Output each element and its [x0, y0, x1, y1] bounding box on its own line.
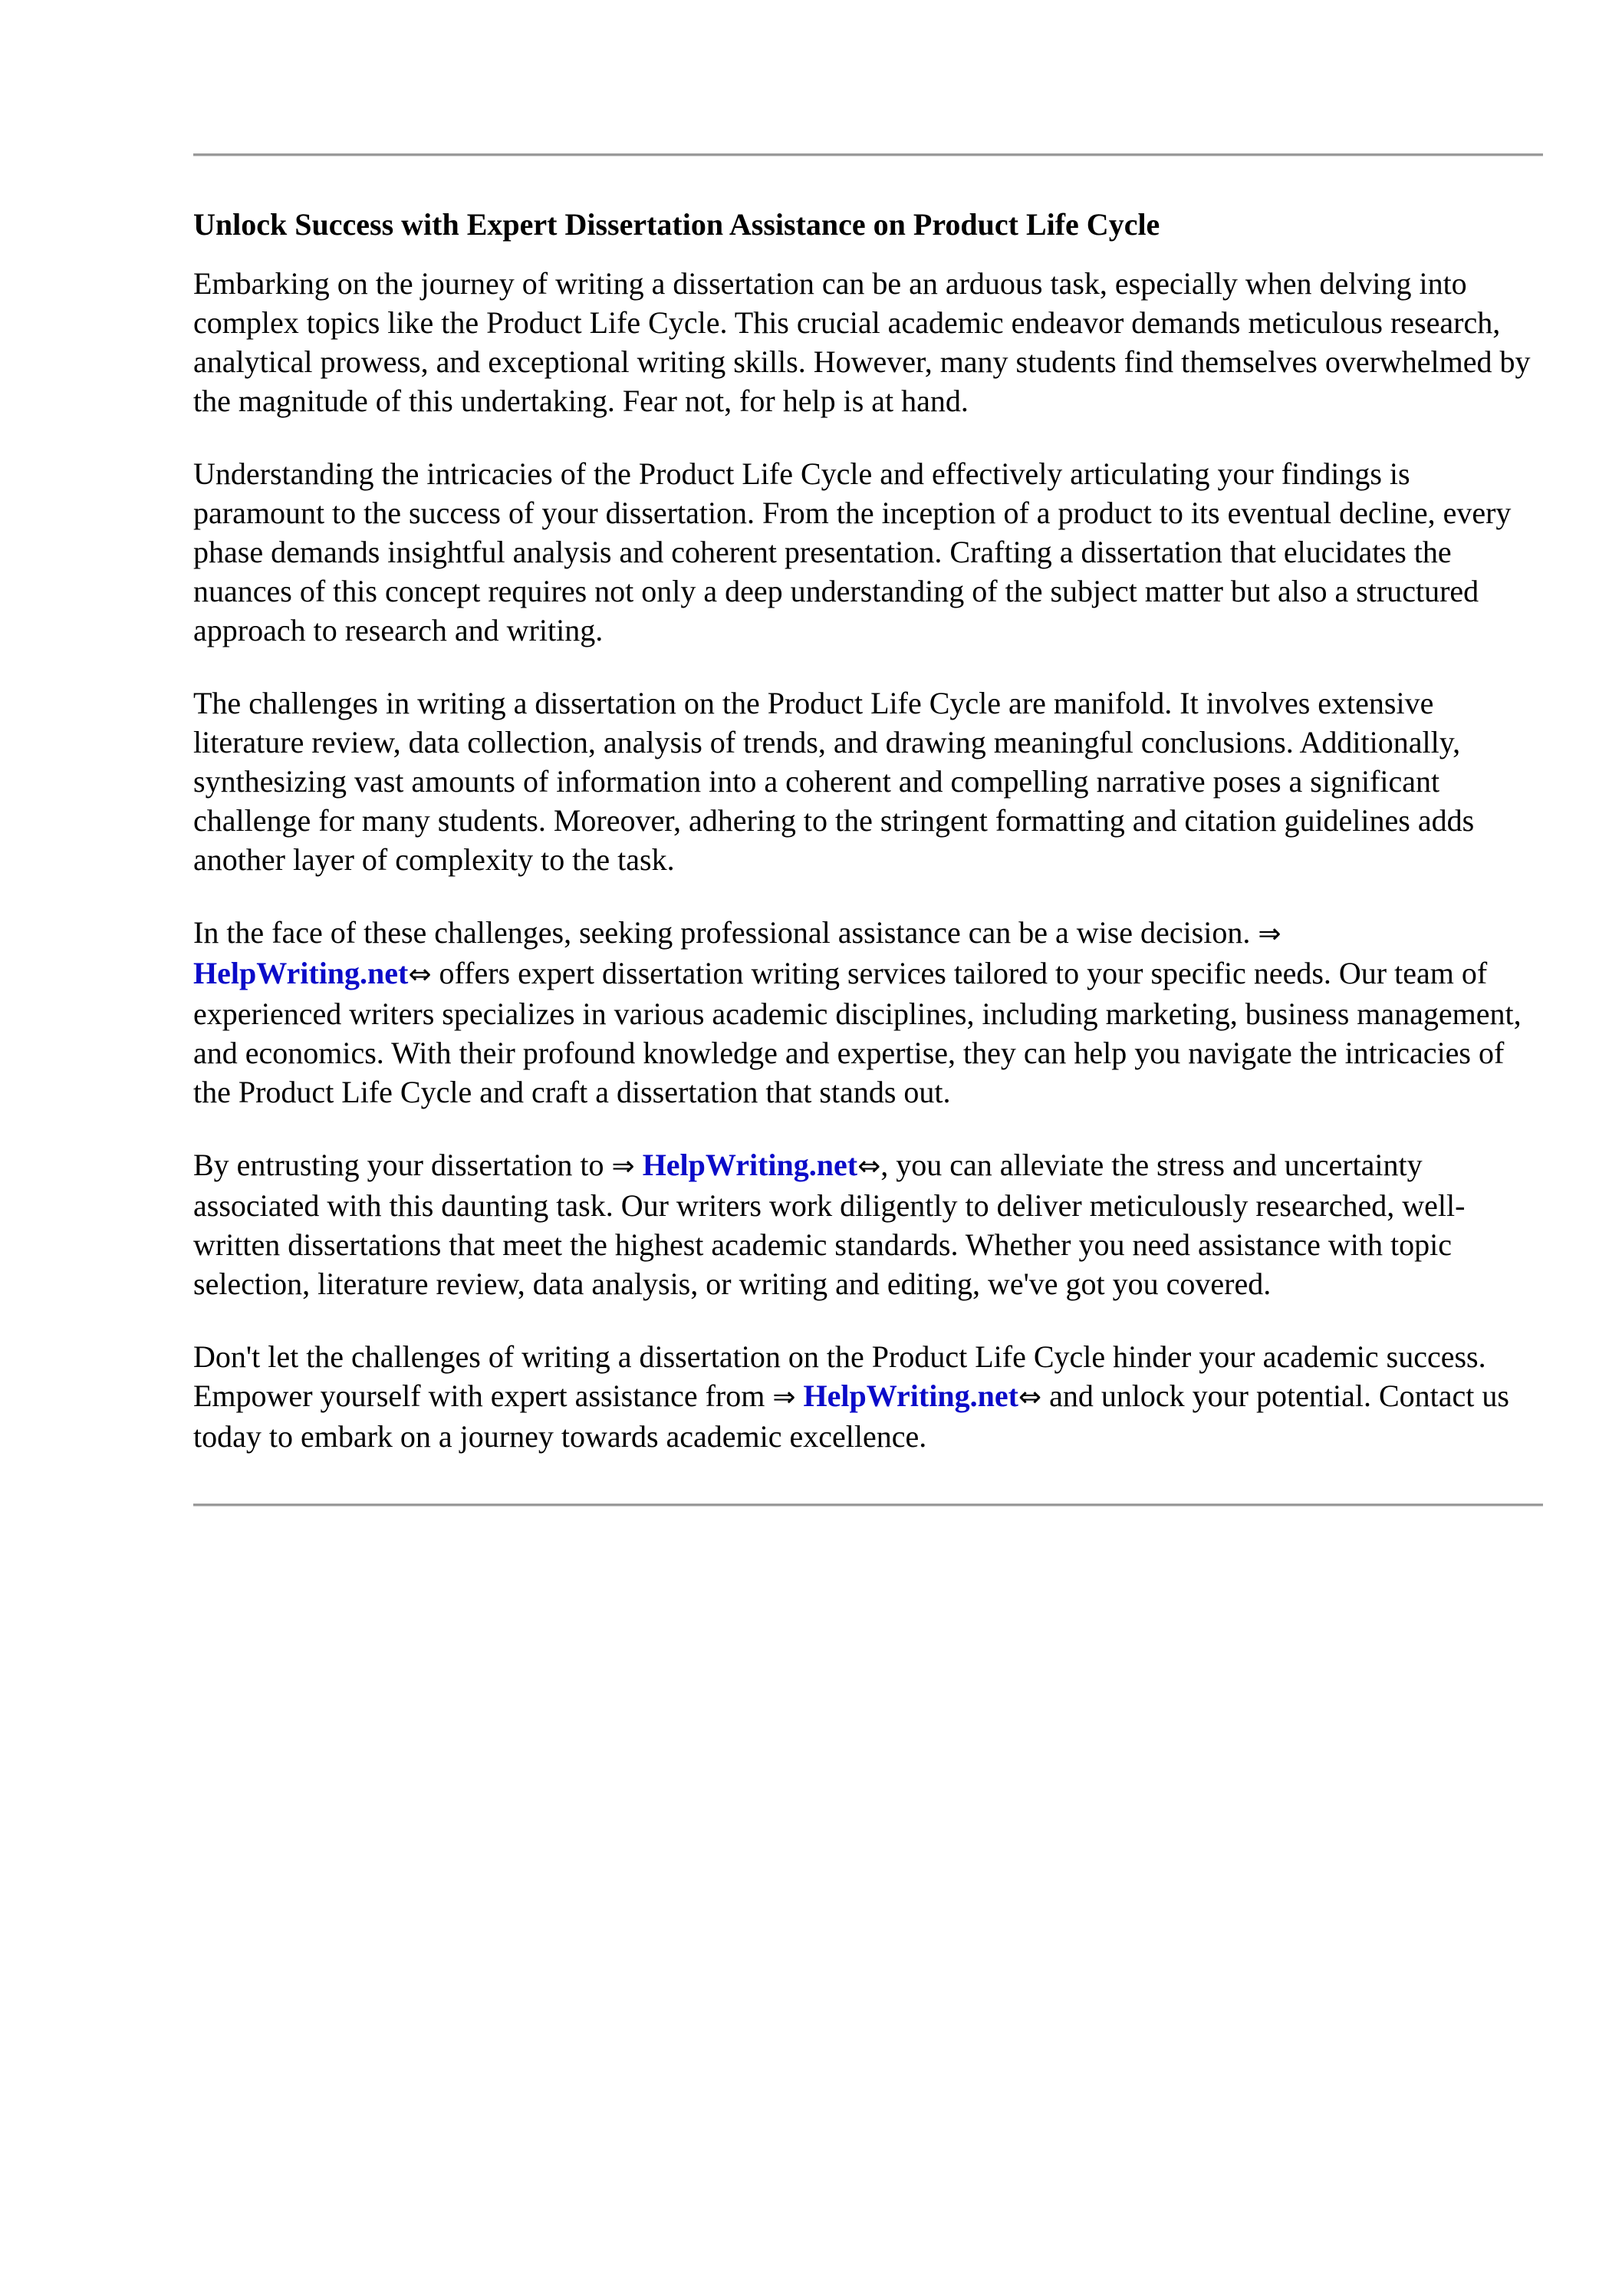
double-arrow-icon: ⇔ — [408, 959, 432, 990]
paragraph-intro: Embarking on the journey of writing a dissertation can be an arduous task, especially when delving into complex topics like the Product Life Cycle. This crucial academic endeavor demands meticulous research, analytical prowess, and exceptional writing skills. However, many students find themselves overwhelmed by the magnitude of this undertaking. Fear not, for help is at hand. — [193, 266, 1531, 418]
paragraph-closing — [193, 1337, 1543, 1456]
double-arrow-icon: ⇔ — [857, 1151, 881, 1182]
paragraph-entrusting — [193, 1145, 1543, 1303]
paragraph-assistance-after: offers expert dissertation writing services tailored to your specific needs. Our team of experienced writers specializes in various academic disciplines, including marketing, business management, and economics. With their profound knowledge and expertise, they can help you navigate the intricacies of the Product Life Cycle and craft a dissertation that stands out. — [193, 956, 1522, 1109]
paragraph-challenges: The challenges in writing a dissertation on the Product Life Cycle are manifold. It involves extensive literature review, data collection, analysis of trends, and drawing meaningful conclusions. Additionally, synthesizing vast amounts of information into a coherent and compelling narrative poses a significant challenge for many students. Moreover, adhering to the stringent formatting and citation guidelines adds another layer of complexity to the task. — [193, 686, 1475, 877]
paragraph-understanding: Understanding the intricacies of the Product Life Cycle and effectively articulating your findings is paramount to the success of your dissertation. From the inception of a product to its eventual decline, every phase demands insightful analysis and coherent presentation. Crafting a dissertation that elucidates the nuances of this concept requires not only a deep understanding of the subject matter but also a structured approach to research and writing. — [193, 456, 1512, 647]
right-arrow-icon: ⇒ — [772, 1382, 796, 1413]
paragraph-assistance — [193, 913, 1543, 1112]
paragraph-closing-before: Don't let the challenges of writing a dissertation on the Product Life Cycle hinder your academic success. Empower yourself with expert assistance from — [193, 1339, 1486, 1413]
document-title: Unlock Success with Expert Dissertation Assistance on Product Life Cycle — [193, 207, 1160, 242]
document-page — [193, 153, 1543, 1507]
bottom-divider — [193, 1504, 1543, 1507]
double-arrow-icon: ⇔ — [1018, 1382, 1042, 1413]
paragraph-closing-after: and unlock your potential. Contact us today to embark on a journey towards academic excellence. — [193, 1379, 1509, 1454]
right-arrow-icon: ⇒ — [1258, 918, 1281, 950]
helpwriting-link[interactable]: HelpWriting.net — [803, 1379, 1018, 1413]
paragraph-entrusting-after: , you can alleviate the stress and uncertainty associated with this daunting task. Our writers work diligently to deliver meticulously researched, well-written dissertations that meet the highest academic standards. Whether you need assistance with topic selection, literature review, data analysis, or writing and editing, we've got you covered. — [193, 1148, 1466, 1301]
paragraph-entrusting-before: By entrusting your dissertation to — [193, 1148, 604, 1182]
top-divider — [193, 153, 1543, 156]
paragraph-assistance-before: In the face of these challenges, seeking professional assistance can be a wise decision. — [193, 915, 1251, 950]
right-arrow-icon: ⇒ — [611, 1151, 635, 1182]
helpwriting-link[interactable]: HelpWriting.net — [642, 1148, 858, 1182]
helpwriting-link[interactable]: HelpWriting.net — [193, 956, 409, 990]
